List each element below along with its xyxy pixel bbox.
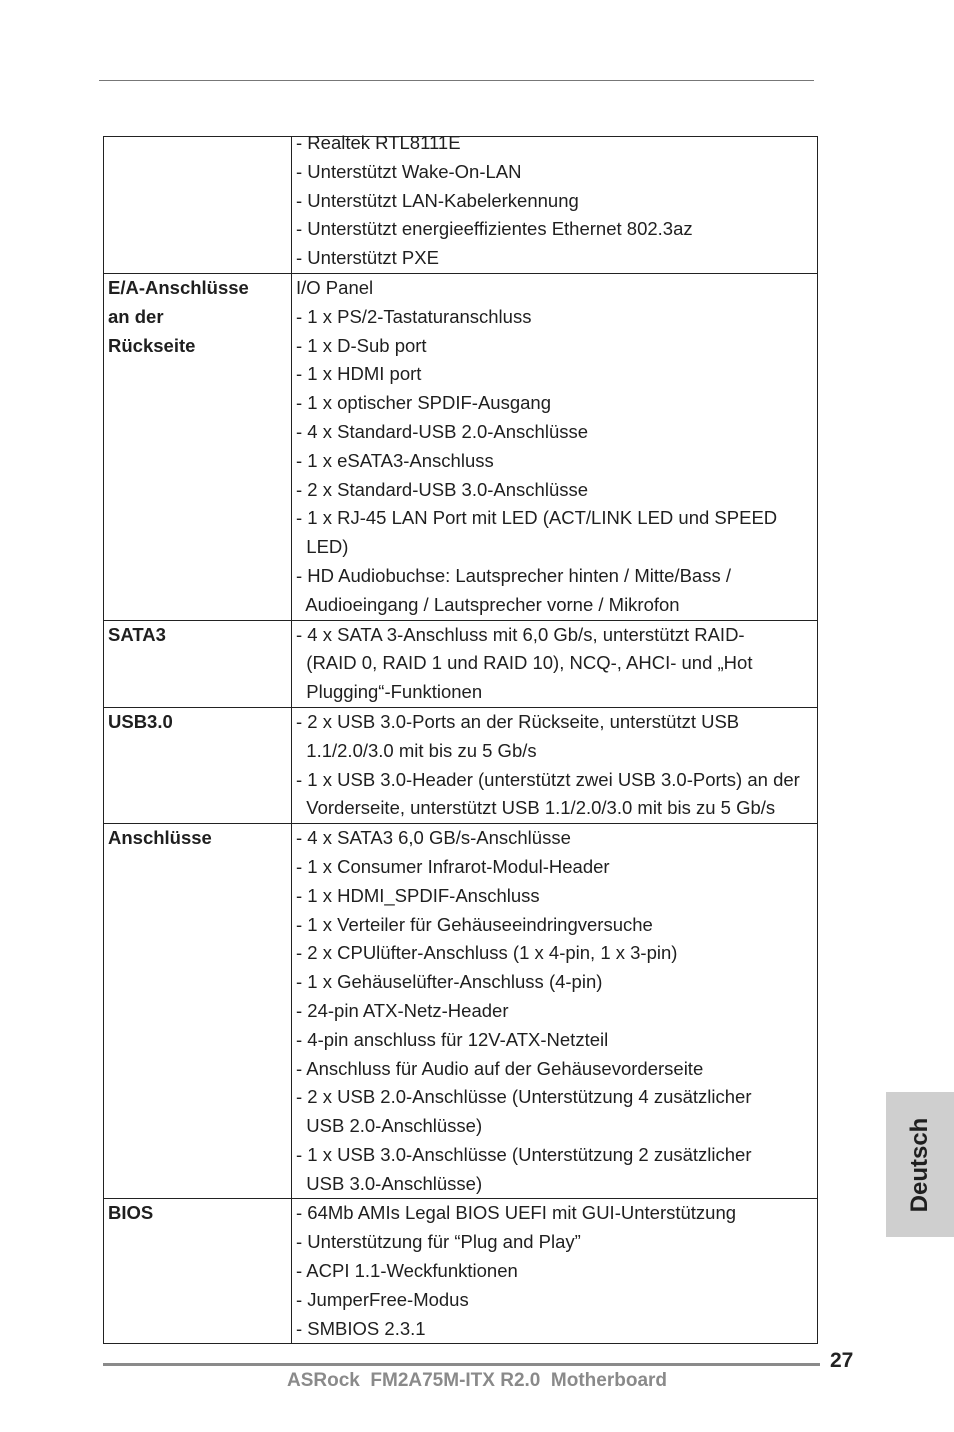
- spec-value-line: USB 2.0-Anschlüsse): [296, 1115, 483, 1137]
- spec-value-line: - 2 x Standard-USB 3.0-Anschlüsse: [296, 478, 589, 500]
- spec-value-line: - 4 x Standard-USB 2.0-Anschlüsse: [296, 420, 589, 442]
- spec-value-line: - 1 x D-Sub port: [296, 334, 427, 356]
- spec-row: [104, 273, 818, 620]
- spec-value-line: - 64Mb AMIs Legal BIOS UEFI mit GUI-Unterstützung: [296, 1202, 737, 1224]
- spec-value-line: - 1 x optischer SPDIF-Ausgang: [296, 392, 551, 414]
- spec-value-line: I/O Panel: [296, 276, 374, 298]
- spec-value-line: - HD Audiobuchse: Lautsprecher hinten / Mitte/Bass /: [296, 564, 731, 586]
- spec-row: [104, 137, 818, 274]
- spec-label: Rückseite: [108, 334, 196, 356]
- top-divider: [99, 80, 814, 81]
- spec-value-cell: [292, 707, 818, 823]
- spec-label: Anschlüsse: [108, 827, 212, 849]
- spec-value-line: - Unterstützung für “Plug and Play”: [296, 1231, 581, 1253]
- spec-label: E/A-Anschlüsse: [108, 276, 249, 298]
- spec-value-line: - 1 x RJ-45 LAN Port mit LED (ACT/LINK LED und SPEED: [296, 507, 778, 529]
- spec-value-cell: [292, 273, 818, 620]
- specification-table: [103, 132, 818, 1344]
- spec-value-line: - Unterstützt energieeffizientes Ethernet 802.3az: [296, 218, 693, 240]
- spec-value-line: - Realtek RTL8111E: [296, 132, 461, 153]
- spec-value-cell: [292, 1199, 818, 1344]
- spec-value-line: - 4 x SATA 3-Anschluss mit 6,0 Gb/s, unterstützt RAID-: [296, 623, 745, 645]
- spec-value-line: - Unterstützt PXE: [296, 247, 439, 269]
- spec-value-line: - 2 x USB 3.0-Ports an der Rückseite, unterstützt USB: [296, 710, 740, 732]
- footer-divider: [103, 1363, 820, 1366]
- spec-value-line: - 1 x USB 3.0-Header (unterstützt zwei USB 3.0-Ports) an der: [296, 768, 800, 790]
- spec-label: an der: [108, 305, 164, 327]
- spec-value-line: - 24-pin ATX-Netz-Header: [296, 999, 509, 1021]
- spec-label-cell: [104, 707, 292, 823]
- footer-title: ASRock FM2A75M-ITX R2.0 Motherboard: [286, 1370, 668, 1391]
- spec-label: USB3.0: [108, 710, 173, 732]
- spec-value-line: - SMBIOS 2.3.1: [296, 1317, 426, 1339]
- spec-value-line: Audioeingang / Lautsprecher vorne / Mikrofon: [296, 593, 680, 615]
- spec-value-line: - JumperFree-Modus: [296, 1288, 469, 1310]
- spec-value-line: - 2 x CPUlüfter-Anschluss (1 x 4-pin, 1 x 3-pin): [296, 942, 678, 964]
- page-number: 27: [830, 1349, 854, 1372]
- spec-value-line: - ACPI 1.1-Weckfunktionen: [296, 1260, 518, 1282]
- spec-value-line: - 2 x USB 2.0-Anschlüsse (Unterstützung 4 zusätzlicher: [296, 1086, 752, 1108]
- spec-value-line: - Anschluss für Audio auf der Gehäusevorderseite: [296, 1057, 704, 1079]
- spec-value-line: - 1 x Verteiler für Gehäuseeindringversuche: [296, 913, 653, 935]
- spec-value-cell: [292, 824, 818, 1199]
- spec-value-line: - Unterstützt LAN-Kabelerkennung: [296, 189, 579, 211]
- spec-value-line: - Unterstützt Wake-On-LAN: [296, 160, 522, 182]
- spec-value-line: - 1 x Gehäuselüfter-Anschluss (4-pin): [296, 971, 603, 993]
- spec-value-line: - 1 x HDMI port: [296, 363, 422, 385]
- spec-label-cell: [104, 824, 292, 1199]
- spec-row: [104, 707, 818, 823]
- spec-value-line: 1.1/2.0/3.0 mit bis zu 5 Gb/s: [296, 739, 537, 761]
- spec-value-line: - 1 x eSATA3-Anschluss: [296, 449, 494, 471]
- spec-value-line: - 4 x SATA3 6,0 GB/s-Anschlüsse: [296, 827, 571, 849]
- spec-label: BIOS: [108, 1202, 154, 1224]
- spec-row: [104, 824, 818, 1199]
- spec-value-cell: [292, 620, 818, 707]
- spec-value-line: - 1 x USB 3.0-Anschlüsse (Unterstützung 2 zusätzlicher: [296, 1143, 752, 1165]
- spec-value-line: Vorderseite, unterstützt USB 1.1/2.0/3.0 mit bis zu 5 Gb/s: [296, 797, 776, 819]
- spec-row: [104, 620, 818, 707]
- language-tab-label: Deutsch: [906, 1117, 933, 1212]
- spec-label-cell: [104, 137, 292, 274]
- spec-label-cell: [104, 273, 292, 620]
- spec-value-line: (RAID 0, RAID 1 und RAID 10), NCQ-, AHCI- und „Hot: [296, 652, 753, 674]
- spec-row: [104, 1199, 818, 1344]
- spec-value-line: - 4-pin anschluss für 12V-ATX-Netzteil: [296, 1028, 609, 1050]
- spec-value-line: LED): [296, 536, 349, 558]
- spec-label: SATA3: [108, 623, 166, 645]
- spec-value-cell: [292, 132, 818, 274]
- spec-value-line: - 1 x PS/2-Tastaturanschluss: [296, 305, 532, 327]
- spec-value-line: Plugging“-Funktionen: [296, 681, 483, 703]
- language-tab: [886, 1092, 954, 1237]
- spec-value-line: USB 3.0-Anschlüsse): [296, 1172, 483, 1194]
- spec-value-line: - 1 x HDMI_SPDIF-Anschluss: [296, 884, 540, 906]
- spec-value-line: - 1 x Consumer Infrarot-Modul-Header: [296, 855, 610, 877]
- spec-label-cell: [104, 1199, 292, 1344]
- spec-label-cell: [104, 620, 292, 707]
